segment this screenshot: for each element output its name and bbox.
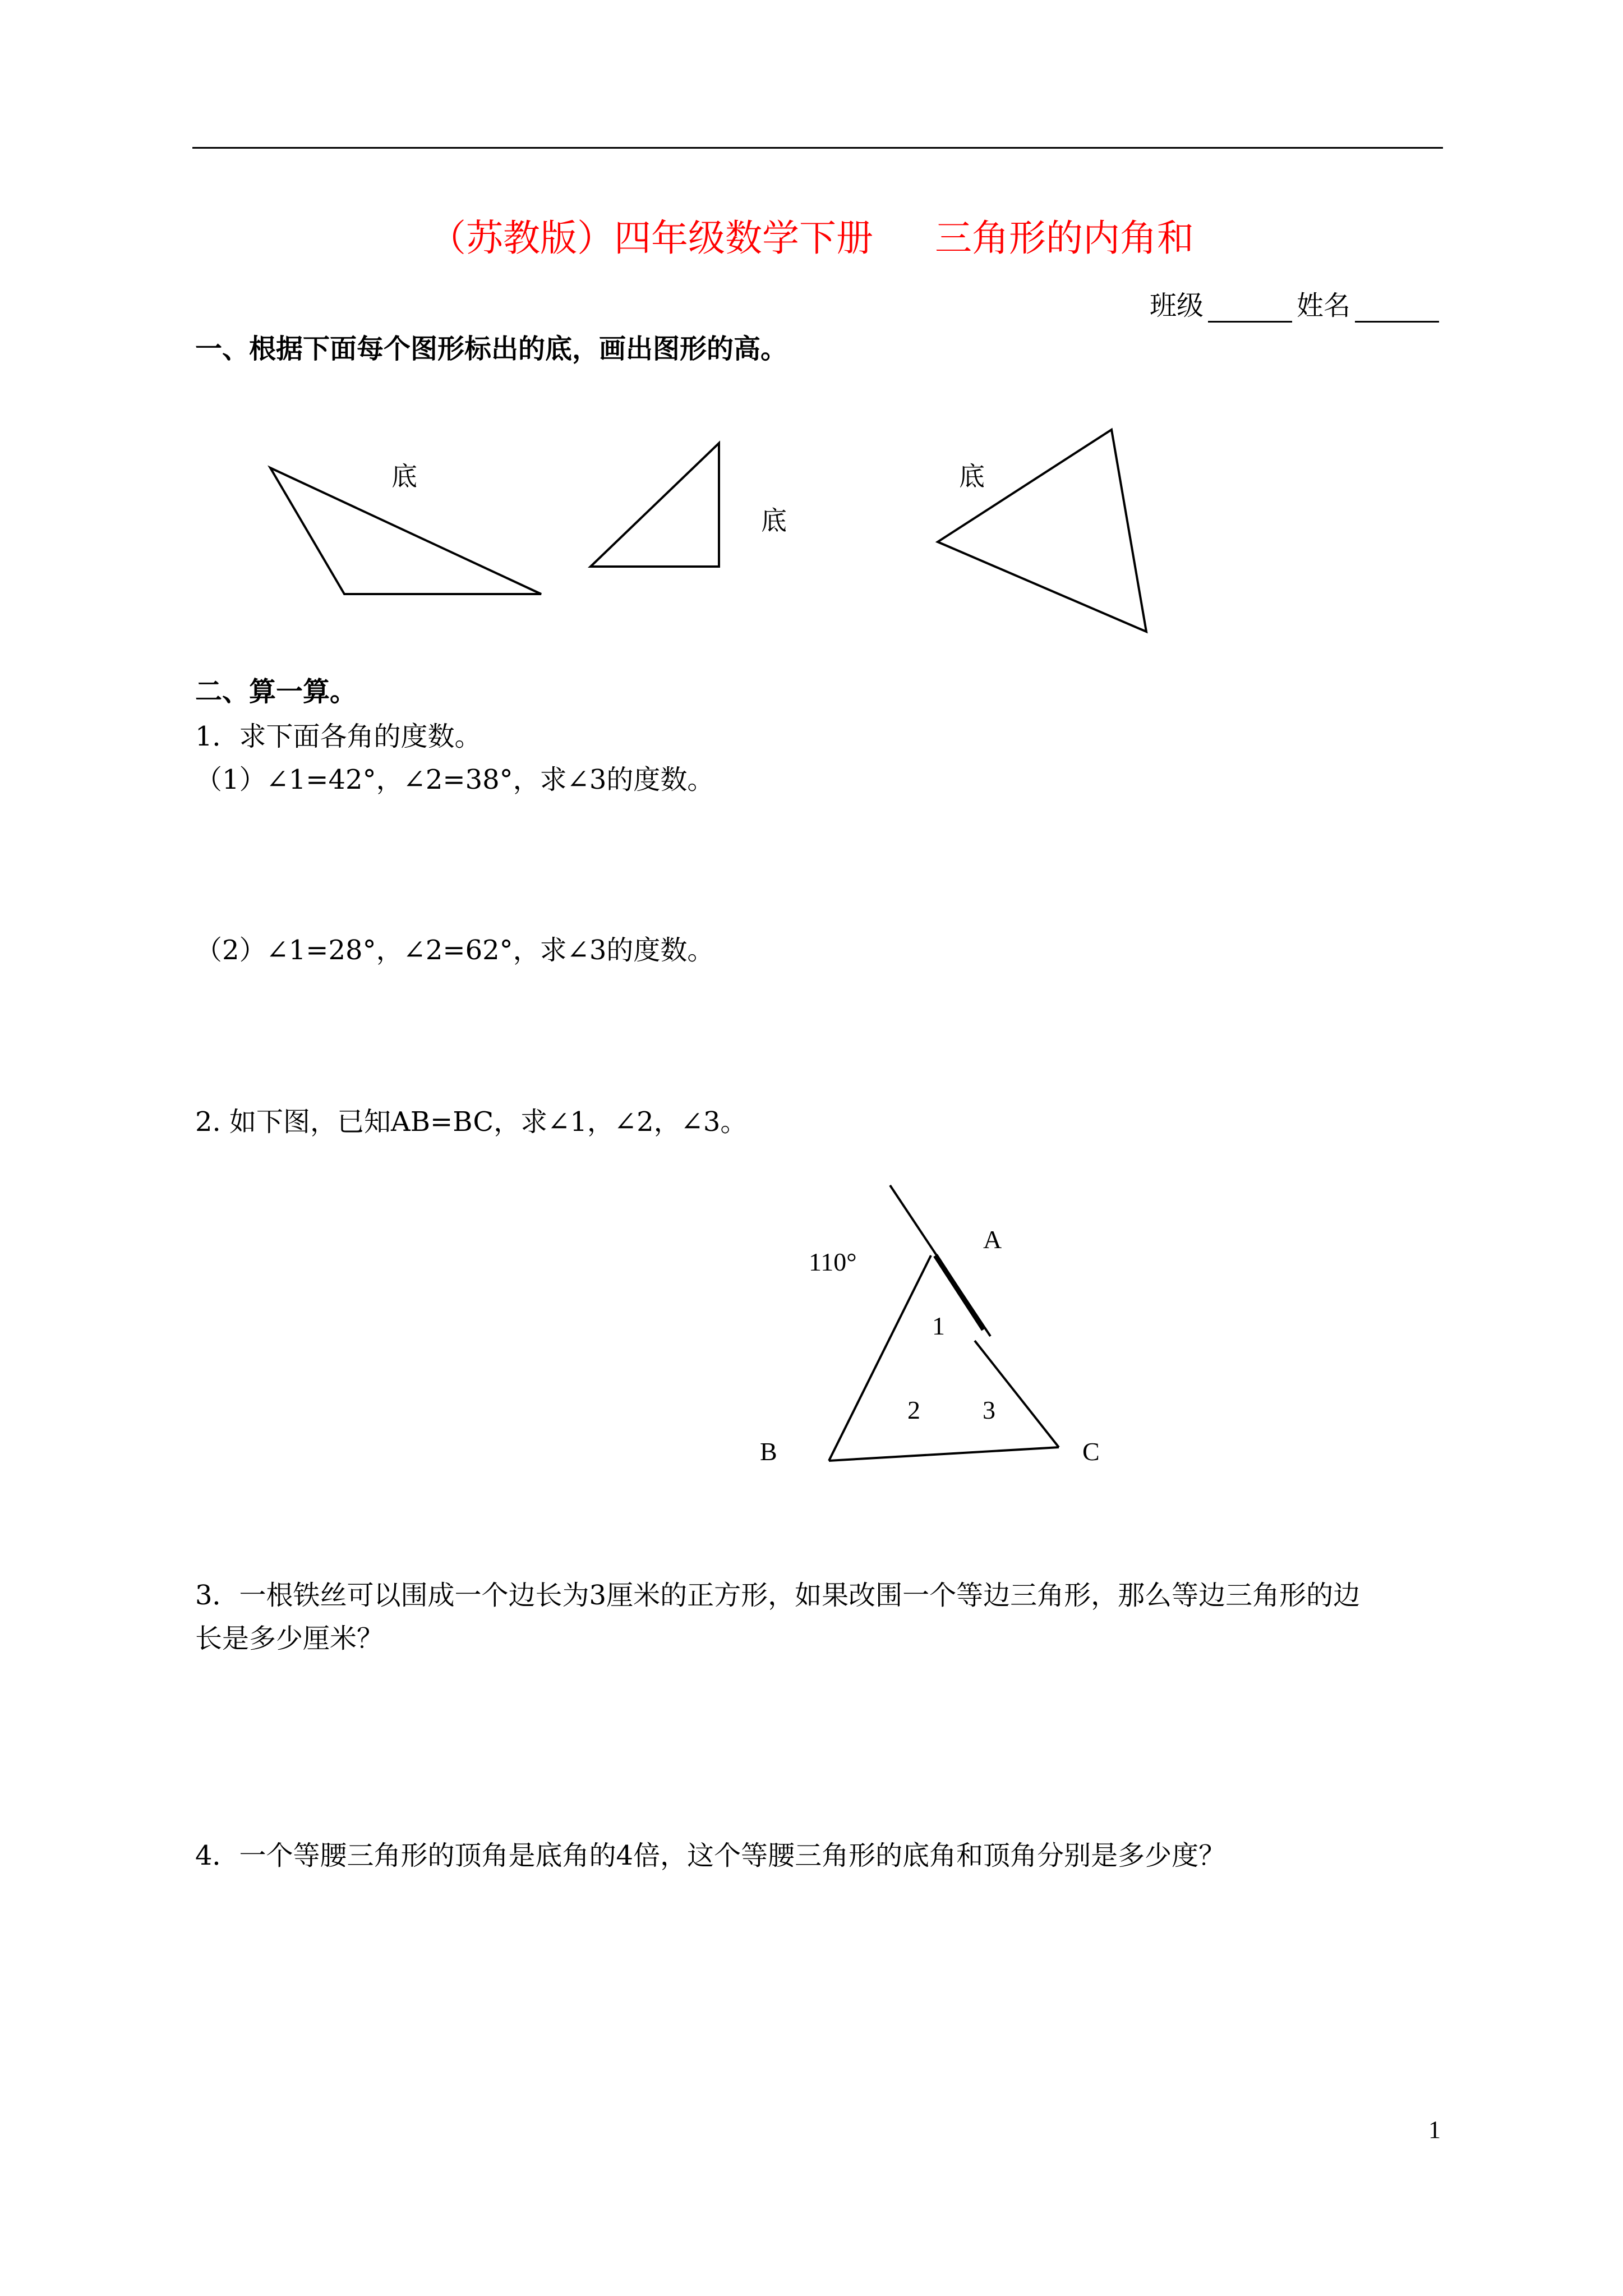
section2-heading: 二、算一算。 [195, 676, 357, 707]
triangle-acute [938, 430, 1146, 632]
angle-1-label: 1 [932, 1312, 945, 1340]
vertex-a-label: A [983, 1225, 1002, 1254]
q3-line1: 3．一根铁丝可以围成一个边长为3厘米的正方形，如果改围一个等边三角形，那么等边三角形的边 [195, 1580, 1361, 1611]
vertex-b-label: B [760, 1437, 777, 1466]
side-ab [829, 1255, 931, 1461]
q1-sub2: （2）∠1=28°，∠2=62°，求∠3的度数。 [195, 935, 714, 966]
side-ac [975, 1341, 1059, 1447]
q3-line2: 长是多少厘米？ [195, 1623, 384, 1654]
q1-text: 1．求下面各角的度数。 [195, 721, 482, 752]
name-label: 姓名 [1297, 290, 1351, 321]
title-left: （苏教版）四年级数学下册 [429, 217, 873, 260]
page-number: 1 [1428, 2116, 1441, 2143]
vertex-c-label: C [1082, 1437, 1100, 1466]
triangle-right [591, 443, 719, 567]
q1-sub1: （1）∠1=42°，∠2=38°，求∠3的度数。 [195, 764, 714, 795]
title-right: 三角形的内角和 [935, 217, 1194, 260]
base-label-3: 底 [959, 462, 985, 491]
section1-heading: 一、根据下面每个图形标出的底，画出图形的高。 [195, 333, 788, 365]
base-label-1: 底 [391, 462, 417, 491]
q2-text: 2. 如下图，已知AB=BC，求∠1，∠2，∠3。 [195, 1106, 748, 1138]
q4-text: 4．一个等腰三角形的顶角是底角的4倍，这个等腰三角形的底角和顶角分别是多少度？ [195, 1840, 1226, 1871]
class-label: 班级 [1150, 290, 1204, 321]
angle-110-label: 110° [809, 1248, 857, 1276]
angle-3-label: 3 [983, 1396, 995, 1424]
side-bc [829, 1447, 1059, 1461]
angle-2-label: 2 [907, 1396, 920, 1424]
base-label-2: 底 [761, 507, 787, 535]
